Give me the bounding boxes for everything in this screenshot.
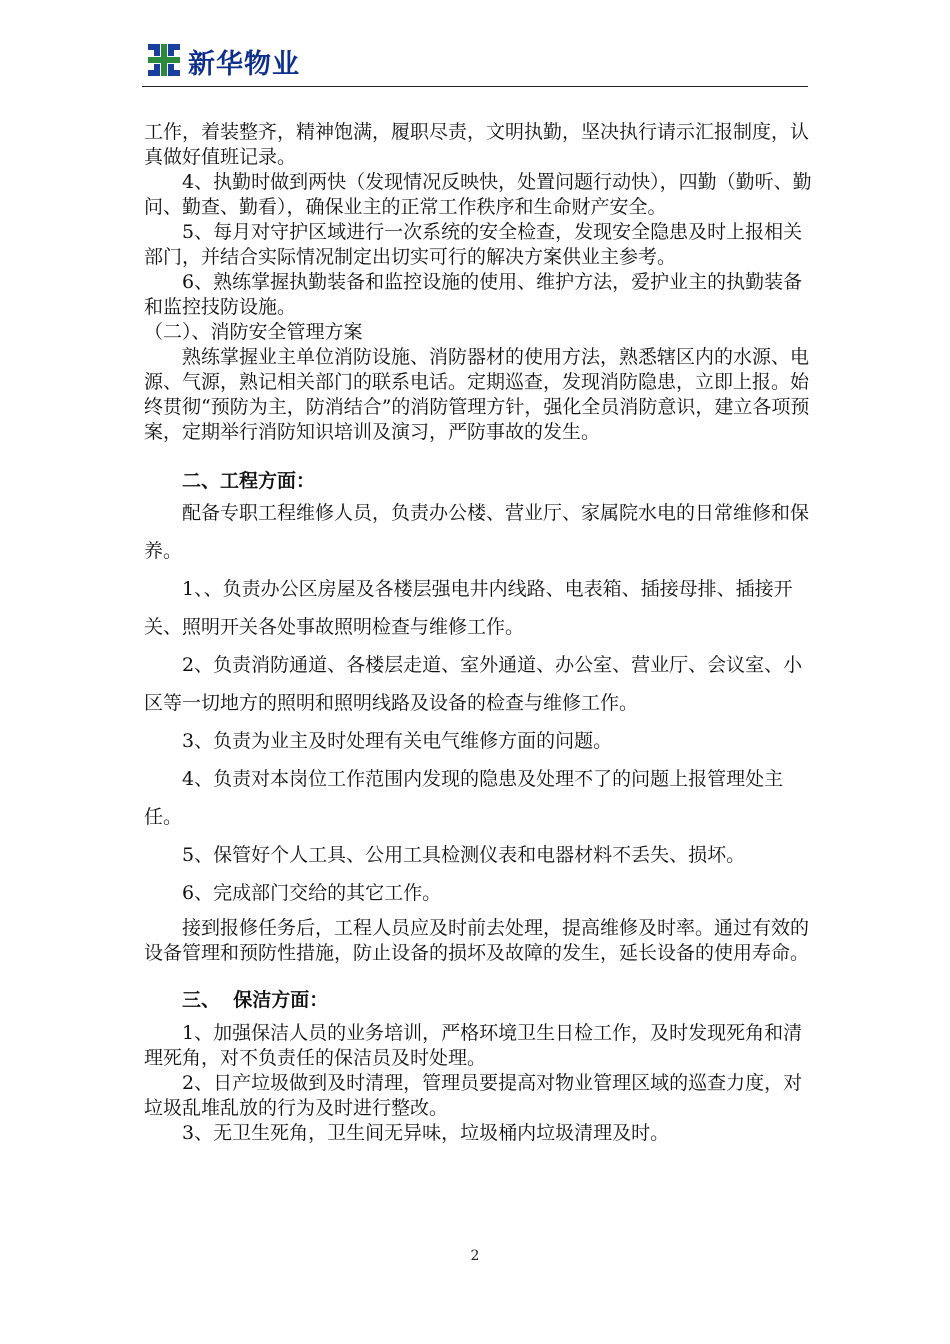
paragraph: 4、执勤时做到两快（发现情况反映快，处置问题行动快），四勤（勤听、勤问、勤查、勤看），确保业主的正常工作秩序和生命财产安全。	[144, 171, 812, 218]
paragraph: 6、熟练掌握执勤装备和监控设施的使用、维护方法，爱护业主的执勤装备和监控技防设施。	[144, 271, 803, 318]
list-item: 4、负责对本岗位工作范围内发现的隐患及处理不了的问题上报管理处主任。	[144, 768, 784, 828]
paragraph: 5、每月对守护区域进行一次系统的安全检查，发现安全隐患及时上报相关部门，并结合实际情况制定出切实可行的解决方案供业主参考。	[144, 221, 803, 268]
list-item: 1、、负责办公区房屋及各楼层强电井内线路、电表箱、插接母排、插接开关、照明开关各处事故照明检查与维修工作。	[144, 578, 793, 638]
brand-name: 新华物业	[188, 49, 300, 80]
list-item: 2、负责消防通道、各楼层走道、室外通道、办公室、营业厅、会议室、小区等一切地方的照明和照明线路及设备的检查与维修工作。	[144, 654, 803, 714]
list-item: 3、无卫生死角，卫生间无异味，垃圾桶内垃圾清理及时。	[182, 1122, 670, 1144]
header-divider	[142, 86, 808, 87]
list-item: 6、完成部门交给的其它工作。	[182, 882, 442, 904]
list-item: 5、保管好个人工具、公用工具检测仪表和电器材料不丢失、损坏。	[182, 844, 746, 866]
page-header	[142, 34, 808, 88]
xinhua-property-logo-icon	[144, 40, 184, 80]
page-number: 2	[470, 1248, 480, 1264]
section-heading: 二、工程方面：	[182, 470, 316, 492]
list-item: 2、日产垃圾做到及时清理，管理员要提高对物业管理区域的巡查力度，对垃圾乱堆乱放的行为及时进行整改。	[144, 1072, 803, 1119]
paragraph: 工作，着装整齐，精神饱满，履职尽责，文明执勤，坚决执行请示汇报制度，认真做好值班记录。	[144, 121, 810, 168]
section-heading: 三、 保洁方面：	[182, 989, 329, 1011]
paragraph: 配备专职工程维修人员，负责办公楼、营业厅、家属院水电的日常维修和保养。	[144, 502, 810, 562]
list-item: 3、负责为业主及时处理有关电气维修方面的问题。	[182, 730, 613, 752]
list-item: 1、加强保洁人员的业务培训，严格环境卫生日检工作，及时发现死角和清理死角，对不负责任的保洁员及时处理。	[144, 1022, 803, 1069]
paragraph: 接到报修任务后，工程人员应及时前去处理，提高维修及时率。通过有效的设备管理和预防性措施，防止设备的损坏及故障的发生，延长设备的使用寿命。	[144, 917, 810, 964]
document-body	[144, 120, 820, 1146]
subheading: （二）、消防安全管理方案	[144, 321, 363, 343]
paragraph: 熟练掌握业主单位消防设施、消防器材的使用方法，熟悉辖区内的水源、电源、气源，熟记相关部门的联系电话。定期巡查，发现消防隐患，立即上报。始终贯彻“预防为主，防消结合”的消防管理方针，强化全员消防意识，建立各项预案，定期举行消防知识培训及演习，严防事故的发生。	[144, 346, 810, 443]
